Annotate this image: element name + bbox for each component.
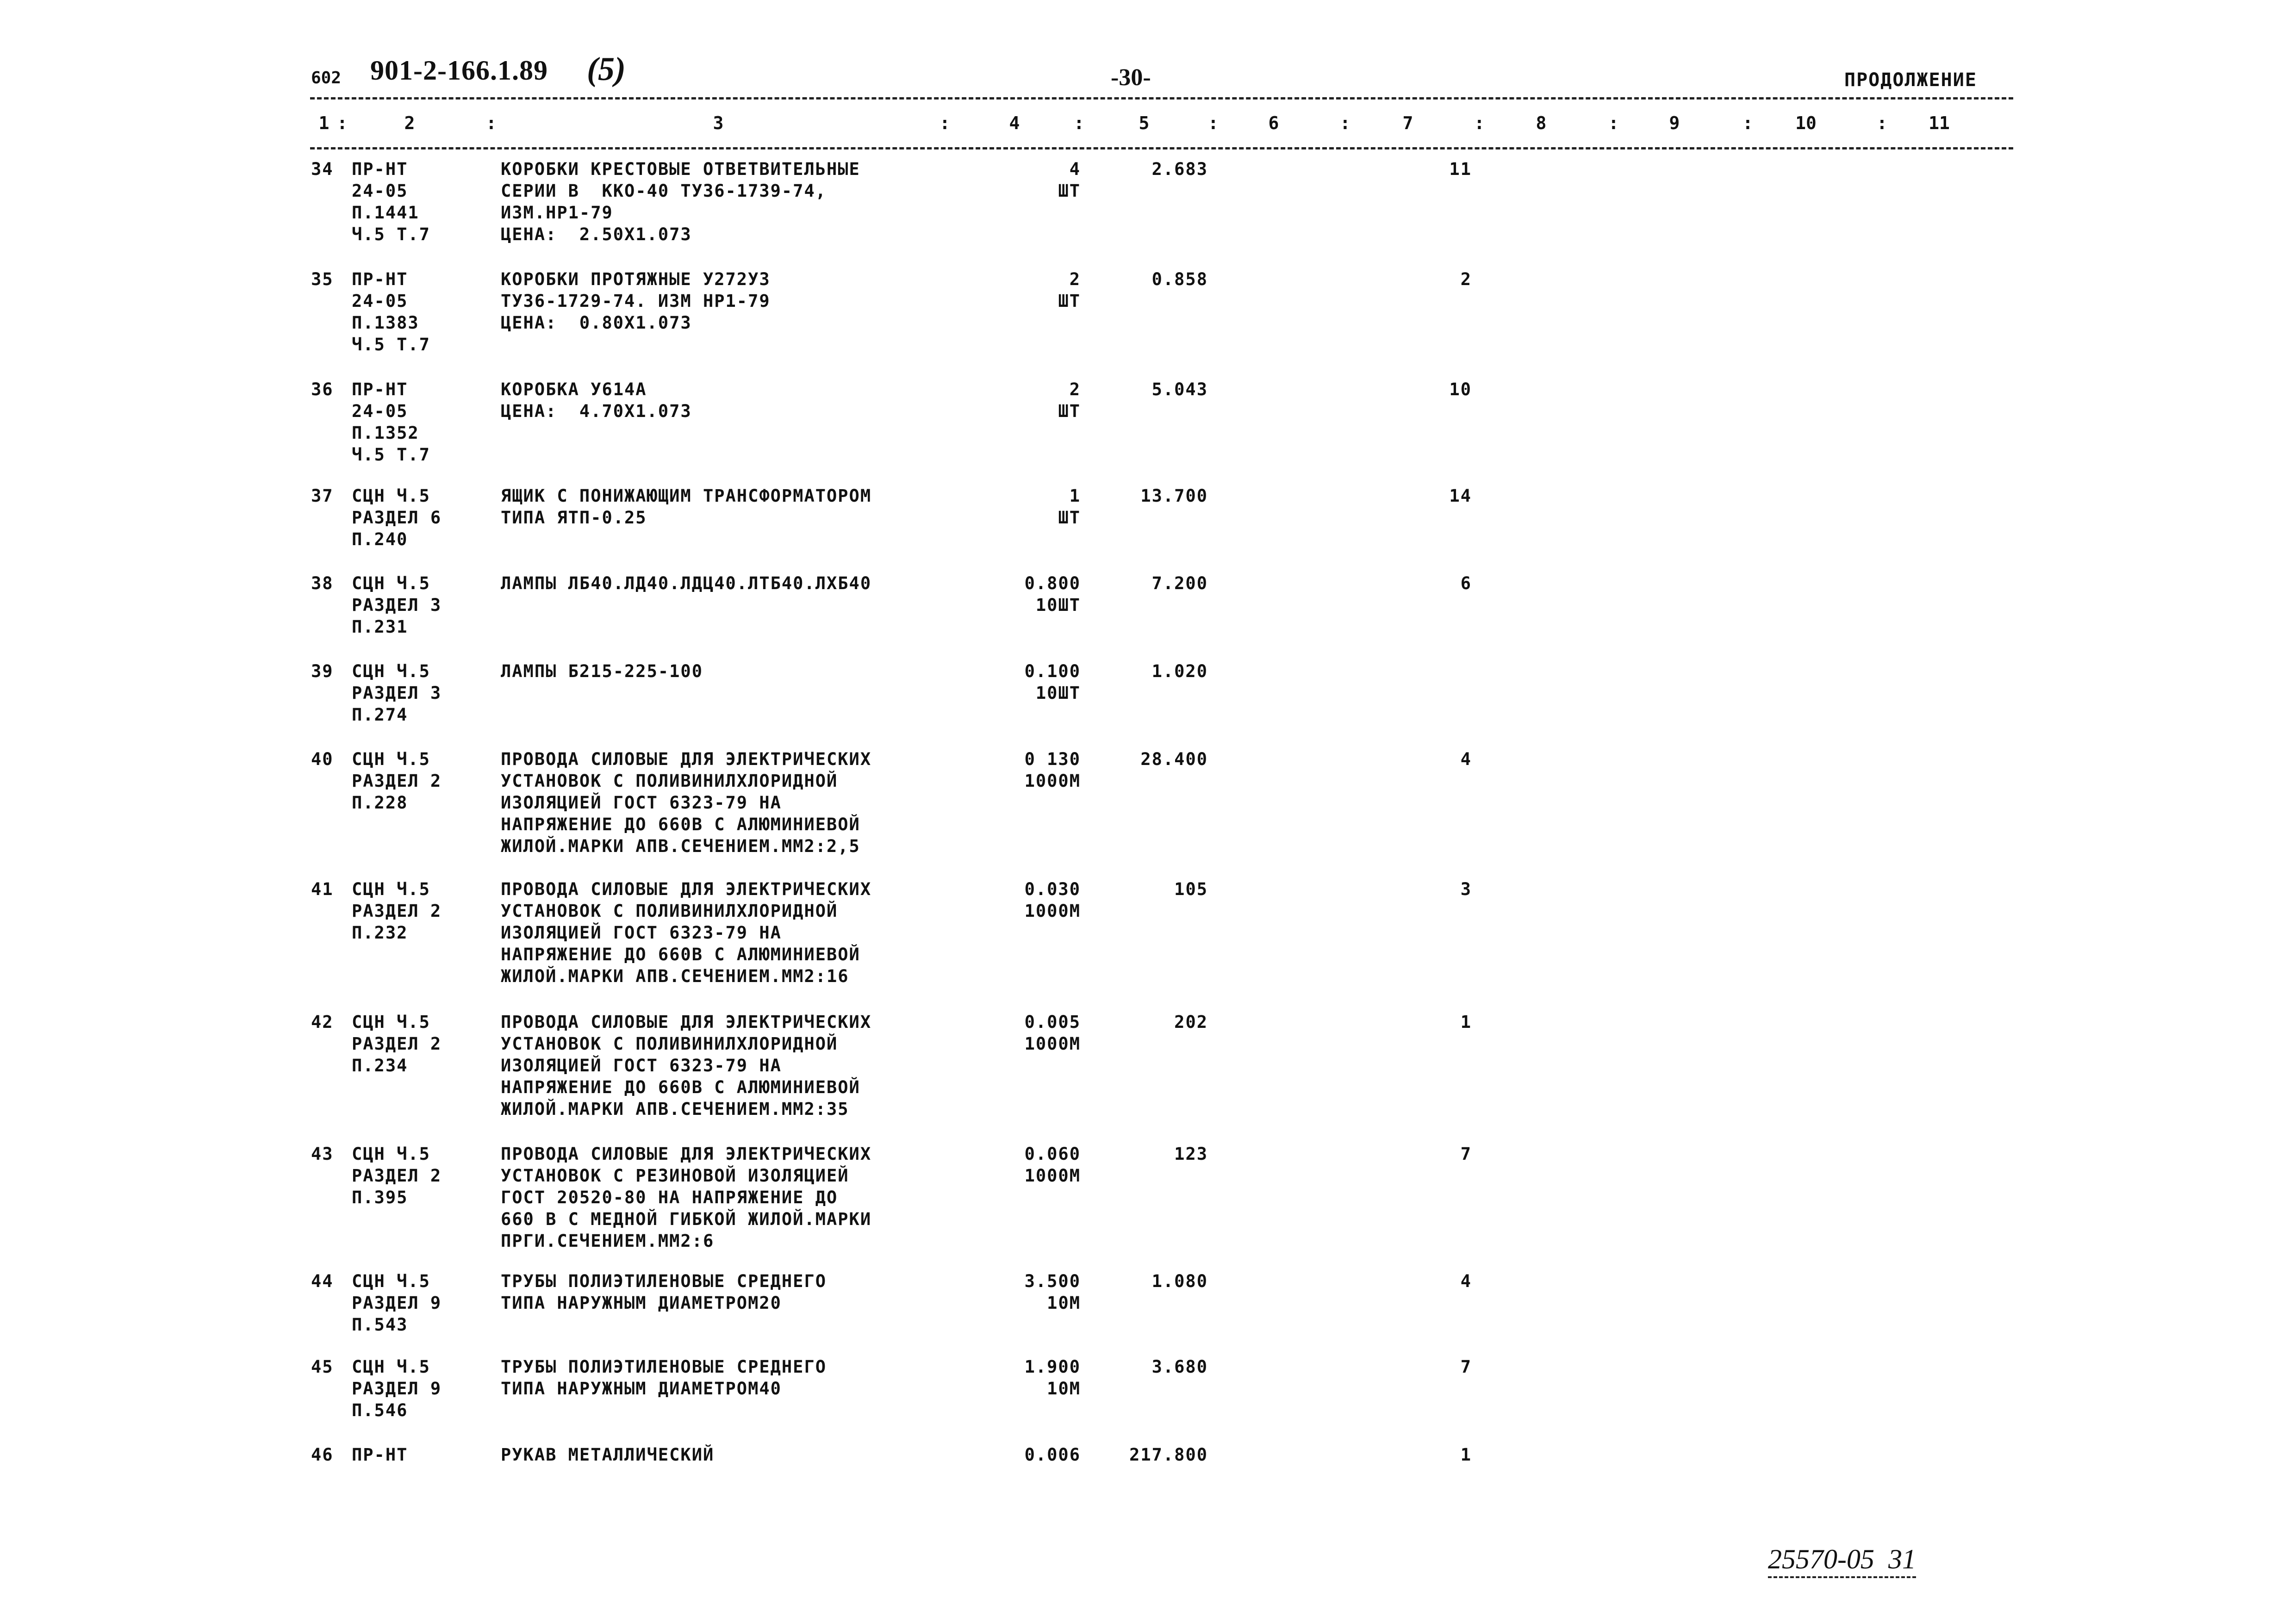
row-reference xyxy=(352,158,491,245)
row-quantity xyxy=(981,268,1081,312)
row-reference xyxy=(352,379,491,466)
reference-line: СЦН Ч.5 xyxy=(352,1357,430,1377)
row-number: 44 xyxy=(311,1271,334,1291)
row-reference xyxy=(352,1011,491,1076)
description-line: КОРОБКА У614А xyxy=(501,379,647,399)
row-quantity xyxy=(981,1143,1081,1187)
quantity-unit: 1000М xyxy=(1024,901,1081,921)
row-quantity xyxy=(981,660,1081,704)
reference-line: РАЗДЕЛ 2 xyxy=(352,901,442,921)
row-number: 45 xyxy=(311,1357,334,1377)
description-line: ТИПА НАРУЖНЫМ ДИАМЕТРОМ20 xyxy=(501,1293,782,1313)
row-reference xyxy=(352,1270,491,1336)
description-line: ЖИЛОЙ.МАРКИ АПВ.СЕЧЕНИЕМ.ММ2:2,5 xyxy=(501,836,860,856)
reference-line: Ч.5 Т.7 xyxy=(352,445,430,465)
row-quantity xyxy=(981,1011,1081,1055)
quantity-unit: 10ШТ xyxy=(1035,595,1081,615)
row-description xyxy=(501,1011,964,1120)
description-line: ТИПА НАРУЖНЫМ ДИАМЕТРОМ40 xyxy=(501,1379,782,1399)
description-line: НАПРЯЖЕНИЕ ДО 660В С АЛЮМИНИЕВОЙ xyxy=(501,1077,860,1097)
quantity-unit: 10М xyxy=(1047,1379,1081,1399)
row-unit-price: 1.080 xyxy=(1151,1271,1208,1291)
row-column-7-value: 2 xyxy=(1460,269,1472,289)
reference-line: П.228 xyxy=(352,793,408,813)
reference-line: РАЗДЕЛ 3 xyxy=(352,595,442,615)
row-description xyxy=(501,1270,964,1314)
row-number: 41 xyxy=(311,879,334,899)
reference-line: П.232 xyxy=(352,923,408,943)
quantity-value: 0.006 xyxy=(1024,1445,1081,1465)
description-line: ПРОВОДА СИЛОВЫЕ ДЛЯ ЭЛЕКТРИЧЕСКИХ xyxy=(501,879,872,899)
description-line: ЛАМПЫ Б215-225-100 xyxy=(501,661,703,681)
description-line: ПРОВОДА СИЛОВЫЕ ДЛЯ ЭЛЕКТРИЧЕСКИХ xyxy=(501,1144,872,1164)
row-number: 38 xyxy=(311,573,334,593)
row-column-7-value: 14 xyxy=(1449,486,1472,506)
row-description xyxy=(501,1444,964,1466)
row-unit-price: 2.683 xyxy=(1151,159,1208,179)
row-number: 40 xyxy=(311,749,334,769)
description-line: 660 В С МЕДНОЙ ГИБКОЙ ЖИЛОЙ.МАРКИ xyxy=(501,1209,872,1229)
row-quantity xyxy=(981,379,1081,422)
row-column-7-value: 10 xyxy=(1449,379,1472,399)
row-number: 37 xyxy=(311,486,334,506)
reference-line: П.546 xyxy=(352,1400,408,1420)
reference-line: 24-05 xyxy=(352,291,408,311)
row-description xyxy=(501,268,964,334)
row-reference xyxy=(352,1143,491,1208)
reference-line: Ч.5 Т.7 xyxy=(352,335,430,354)
row-column-7-value: 11 xyxy=(1449,159,1472,179)
row-unit-price: 123 xyxy=(1174,1144,1208,1164)
description-line: ЯЩИК С ПОНИЖАЮЩИМ ТРАНСФОРМАТОРОМ xyxy=(501,486,872,506)
row-quantity xyxy=(981,485,1081,529)
quantity-value: 4 xyxy=(1069,159,1081,179)
description-line: ИЗОЛЯЦИЕЙ ГОСТ 6323-79 НА xyxy=(501,923,782,943)
quantity-value: 0 130 xyxy=(1024,749,1081,769)
row-column-7-value: 4 xyxy=(1460,1271,1472,1291)
description-line: ЦЕНА: 4.70Х1.073 xyxy=(501,401,692,421)
row-unit-price: 217.800 xyxy=(1129,1445,1208,1465)
row-unit-price: 28.400 xyxy=(1140,749,1208,769)
description-line: ТРУБЫ ПОЛИЭТИЛЕНОВЫЕ СРЕДНЕГО xyxy=(501,1271,827,1291)
description-line: ЖИЛОЙ.МАРКИ АПВ.СЕЧЕНИЕМ.ММ2:35 xyxy=(501,1099,849,1119)
row-description xyxy=(501,485,964,529)
row-description xyxy=(501,1356,964,1399)
reference-line: П.231 xyxy=(352,617,408,637)
description-line: ТУ36-1729-74. ИЗМ НР1-79 xyxy=(501,291,771,311)
quantity-unit: ШТ xyxy=(1058,508,1081,528)
row-column-7-value: 3 xyxy=(1460,879,1472,899)
quantity-value: 0.060 xyxy=(1024,1144,1081,1164)
header-rule-top xyxy=(310,97,2013,99)
reference-line: П.395 xyxy=(352,1188,408,1207)
row-quantity xyxy=(981,1444,1081,1466)
column-number: 5 xyxy=(1139,113,1150,133)
description-line: ТРУБЫ ПОЛИЭТИЛЕНОВЫЕ СРЕДНЕГО xyxy=(501,1357,827,1377)
column-number: 1 xyxy=(318,113,330,133)
row-quantity xyxy=(981,878,1081,922)
reference-line: П.240 xyxy=(352,529,408,549)
column-number: 2 xyxy=(404,113,415,133)
description-line: ЖИЛОЙ.МАРКИ АПВ.СЕЧЕНИЕМ.ММ2:16 xyxy=(501,966,849,986)
row-quantity xyxy=(981,572,1081,616)
row-quantity xyxy=(981,158,1081,202)
row-number: 36 xyxy=(311,379,334,399)
row-number: 42 xyxy=(311,1012,334,1032)
column-number: 8 xyxy=(1536,113,1547,133)
reference-line: СЦН Ч.5 xyxy=(352,749,430,769)
quantity-unit: ШТ xyxy=(1058,291,1081,311)
row-quantity xyxy=(981,1270,1081,1314)
description-line: УСТАНОВОК С ПОЛИВИНИЛХЛОРИДНОЙ xyxy=(501,771,838,791)
description-line: ПРОВОДА СИЛОВЫЕ ДЛЯ ЭЛЕКТРИЧЕСКИХ xyxy=(501,1012,872,1032)
row-reference xyxy=(352,1356,491,1421)
description-line: НАПРЯЖЕНИЕ ДО 660В С АЛЮМИНИЕВОЙ xyxy=(501,945,860,964)
reference-line: ПР-НТ xyxy=(352,269,408,289)
quantity-value: 2 xyxy=(1069,379,1081,399)
description-line: СЕРИИ В ККО-40 ТУ36-1739-74, xyxy=(501,181,827,201)
revision-mark: (5) xyxy=(587,50,626,87)
row-description xyxy=(501,379,964,422)
row-description xyxy=(501,748,964,857)
row-reference xyxy=(352,660,491,726)
archive-stamp: 25570-05 31 xyxy=(1768,1543,1916,1578)
reference-line: П.1383 xyxy=(352,313,419,333)
description-line: ИЗОЛЯЦИЕЙ ГОСТ 6323-79 НА xyxy=(501,793,782,813)
row-reference xyxy=(352,485,491,550)
row-quantity xyxy=(981,1356,1081,1399)
description-line: ПРОВОДА СИЛОВЫЕ ДЛЯ ЭЛЕКТРИЧЕСКИХ xyxy=(501,749,872,769)
reference-line: РАЗДЕЛ 2 xyxy=(352,1034,442,1054)
document-code: 901-2-166.1.89 xyxy=(370,55,548,86)
column-number: 7 xyxy=(1402,113,1413,133)
description-line: КОРОБКИ ПРОТЯЖНЫЕ У272У3 xyxy=(501,269,771,289)
row-unit-price: 202 xyxy=(1174,1012,1208,1032)
row-unit-price: 0.858 xyxy=(1151,269,1208,289)
quantity-value: 0.030 xyxy=(1024,879,1081,899)
column-number: 3 xyxy=(713,113,724,133)
row-number: 34 xyxy=(311,159,334,179)
row-number: 43 xyxy=(311,1144,334,1164)
column-number: 6 xyxy=(1268,113,1279,133)
reference-line: СЦН Ч.5 xyxy=(352,1012,430,1032)
quantity-unit: 1000М xyxy=(1024,771,1081,791)
reference-line: П.234 xyxy=(352,1056,408,1076)
row-quantity xyxy=(981,748,1081,792)
reference-line: РАЗДЕЛ 2 xyxy=(352,771,442,791)
row-unit-price: 3.680 xyxy=(1151,1357,1208,1377)
reference-line: РАЗДЕЛ 6 xyxy=(352,508,442,528)
row-number: 35 xyxy=(311,269,334,289)
quantity-value: 2 xyxy=(1069,269,1081,289)
description-line: УСТАНОВОК С ПОЛИВИНИЛХЛОРИДНОЙ xyxy=(501,901,838,921)
quantity-value: 0.800 xyxy=(1024,573,1081,593)
reference-line: СЦН Ч.5 xyxy=(352,486,430,506)
reference-line: 24-05 xyxy=(352,181,408,201)
reference-line: СЦН Ч.5 xyxy=(352,879,430,899)
row-unit-price: 105 xyxy=(1174,879,1208,899)
reference-line: РАЗДЕЛ 2 xyxy=(352,1166,442,1186)
row-reference xyxy=(352,748,491,814)
reference-line: П.1441 xyxy=(352,203,419,223)
sheet-number: 602 xyxy=(311,68,342,87)
column-number: 11 xyxy=(1929,113,1950,133)
row-column-7-value: 7 xyxy=(1460,1144,1472,1164)
column-number: 4 xyxy=(1009,113,1020,133)
row-description xyxy=(501,660,964,682)
row-column-7-value: 6 xyxy=(1460,573,1472,593)
quantity-unit: ШТ xyxy=(1058,181,1081,201)
row-reference xyxy=(352,572,491,638)
reference-line: ПР-НТ xyxy=(352,1445,408,1465)
row-column-7-value: 4 xyxy=(1460,749,1472,769)
reference-line: СЦН Ч.5 xyxy=(352,1271,430,1291)
quantity-value: 0.005 xyxy=(1024,1012,1081,1032)
reference-line: П.1352 xyxy=(352,423,419,443)
page-number: -30- xyxy=(1111,64,1151,91)
description-line: ЦЕНА: 2.50Х1.073 xyxy=(501,224,692,244)
row-description xyxy=(501,1143,964,1252)
description-line: КОРОБКИ КРЕСТОВЫЕ ОТВЕТВИТЕЛЬНЫЕ xyxy=(501,159,860,179)
quantity-unit: 1000М xyxy=(1024,1034,1081,1054)
quantity-value: 1.900 xyxy=(1024,1357,1081,1377)
row-description xyxy=(501,878,964,987)
reference-line: ПР-НТ xyxy=(352,379,408,399)
row-description xyxy=(501,158,964,245)
reference-line: П.274 xyxy=(352,705,408,725)
row-unit-price: 7.200 xyxy=(1151,573,1208,593)
reference-line: СЦН Ч.5 xyxy=(352,1144,430,1164)
description-line: ИЗМ.НР1-79 xyxy=(501,203,613,223)
description-line: ТИПА ЯТП-0.25 xyxy=(501,508,647,528)
row-reference xyxy=(352,268,491,355)
description-line: ИЗОЛЯЦИЕЙ ГОСТ 6323-79 НА xyxy=(501,1056,782,1076)
description-line: ПРГИ.СЕЧЕНИЕМ.ММ2:6 xyxy=(501,1231,715,1251)
quantity-unit: 10ШТ xyxy=(1035,683,1081,703)
row-column-7-value: 7 xyxy=(1460,1357,1472,1377)
description-line: УСТАНОВОК С РЕЗИНОВОЙ ИЗОЛЯЦИЕЙ xyxy=(501,1166,849,1186)
quantity-value: 3.500 xyxy=(1024,1271,1081,1291)
quantity-unit: ШТ xyxy=(1058,401,1081,421)
reference-line: П.543 xyxy=(352,1315,408,1335)
row-number: 46 xyxy=(311,1445,334,1465)
column-number: 10 xyxy=(1795,113,1817,133)
quantity-value: 0.100 xyxy=(1024,661,1081,681)
description-line: ЛАМПЫ ЛБ40.ЛД40.ЛДЦ40.ЛТБ40.ЛХБ40 xyxy=(501,573,872,593)
header-rule-bottom xyxy=(310,147,2013,149)
row-column-7-value: 1 xyxy=(1460,1012,1472,1032)
reference-line: ПР-НТ xyxy=(352,159,408,179)
row-description xyxy=(501,572,964,594)
reference-line: 24-05 xyxy=(352,401,408,421)
description-line: ГОСТ 20520-80 НА НАПРЯЖЕНИЕ ДО xyxy=(501,1188,838,1207)
reference-line: РАЗДЕЛ 9 xyxy=(352,1379,442,1399)
quantity-value: 1 xyxy=(1069,486,1081,506)
row-reference xyxy=(352,1444,491,1466)
row-reference xyxy=(352,878,491,944)
row-unit-price: 1.020 xyxy=(1151,661,1208,681)
description-line: НАПРЯЖЕНИЕ ДО 660В С АЛЮМИНИЕВОЙ xyxy=(501,815,860,834)
quantity-unit: 10М xyxy=(1047,1293,1081,1313)
reference-line: СЦН Ч.5 xyxy=(352,573,430,593)
description-line: РУКАВ МЕТАЛЛИЧЕСКИЙ xyxy=(501,1445,715,1465)
reference-line: РАЗДЕЛ 3 xyxy=(352,683,442,703)
row-unit-price: 13.700 xyxy=(1140,486,1208,506)
column-number: 9 xyxy=(1669,113,1680,133)
row-number: 39 xyxy=(311,661,334,681)
reference-line: РАЗДЕЛ 9 xyxy=(352,1293,442,1313)
quantity-unit: 1000М xyxy=(1024,1166,1081,1186)
description-line: ЦЕНА: 0.80Х1.073 xyxy=(501,313,692,333)
row-column-7-value: 1 xyxy=(1460,1445,1472,1465)
description-line: УСТАНОВОК С ПОЛИВИНИЛХЛОРИДНОЙ xyxy=(501,1034,838,1054)
reference-line: Ч.5 Т.7 xyxy=(352,224,430,244)
reference-line: СЦН Ч.5 xyxy=(352,661,430,681)
row-unit-price: 5.043 xyxy=(1151,379,1208,399)
continuation-label: ПРОДОЛЖЕНИЕ xyxy=(1844,69,1977,91)
